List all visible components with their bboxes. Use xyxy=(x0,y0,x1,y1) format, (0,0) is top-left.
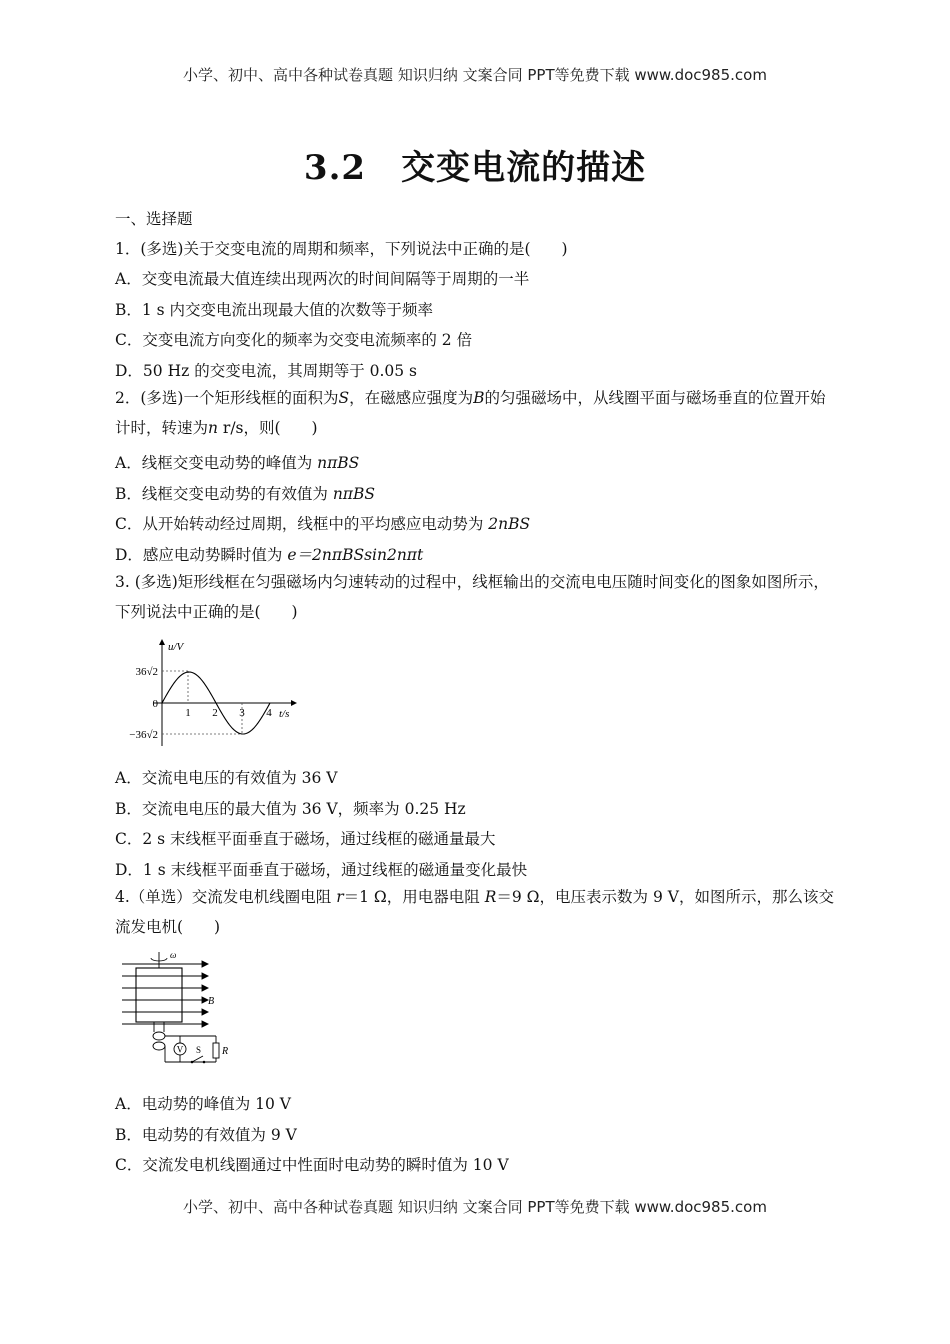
voltage-time-graph xyxy=(118,638,303,750)
x-tick-1: 1 xyxy=(185,707,191,719)
q3-option-b: B．交流电电压的最大值为 36 V，频率为 0.25 Hz xyxy=(115,800,466,818)
x-axis-arrow xyxy=(291,700,297,706)
section-heading: 一、选择题 xyxy=(115,210,193,228)
q2-option-a: A．线框交变电动势的峰值为 nπBS xyxy=(115,454,360,472)
switch-label: S xyxy=(196,1045,202,1055)
omega-label: ω xyxy=(170,950,177,960)
q2-option-b: B．线框交变电动势的有效值为 nπBS xyxy=(115,485,376,503)
q1-option-d: D．50 Hz 的交变电流，其周期等于 0.05 s xyxy=(115,362,418,380)
page-title: 3.2 交变电流的描述 xyxy=(303,148,647,188)
y-axis-arrow xyxy=(159,639,165,645)
q2-option-d: D．感应电动势瞬时值为 e＝2nπBSsin2nπt xyxy=(115,546,424,564)
q4-option-b: B．电动势的有效值为 9 V xyxy=(115,1126,297,1144)
q1-option-a: A．交变电流最大值连续出现两次的时间间隔等于周期的一半 xyxy=(115,270,530,288)
slip-ring-bottom xyxy=(153,1042,165,1050)
q3-option-a: A．交流电电压的有效值为 36 V xyxy=(115,769,338,787)
x-tick-3: 3 xyxy=(239,707,245,719)
field-lines xyxy=(122,961,208,1027)
page-header: 小学、初中、高中各种试卷真题 知识归纳 文案合同 PPT等免费下载 www.doc985.com xyxy=(183,66,767,84)
q3-option-d: D．1 s 末线框平面垂直于磁场，通过线框的磁通量变化最快 xyxy=(115,861,528,879)
q1-stem: 1．(多选)关于交变电流的周期和频率，下列说法中正确的是( ) xyxy=(115,240,568,258)
q1-option-c: C．交变电流方向变化的频率为交变电流频率的 2 倍 xyxy=(115,331,473,349)
y-tick-min: −36√2 xyxy=(129,729,158,741)
voltmeter-label: V xyxy=(176,1044,184,1055)
q3-stem: 3. (多选)矩形线框在匀强磁场内匀速转动的过程中，线框输出的交流电电压随时间变化的图象如图所示，下列说法中正确的是( ) xyxy=(115,573,829,621)
q4-option-c: C．交流发电机线圈通过中性面时电动势的瞬时值为 10 V xyxy=(115,1156,509,1174)
y-tick-max: 36√2 xyxy=(135,666,158,678)
page-footer: 小学、初中、高中各种试卷真题 知识归纳 文案合同 PPT等免费下载 www.doc985.com xyxy=(183,1198,767,1216)
resistor-label: R xyxy=(222,1046,229,1057)
x-axis-label: t/s xyxy=(279,708,290,720)
switch-icon xyxy=(192,1056,203,1062)
q4-option-a: A．电动势的峰值为 10 V xyxy=(115,1095,291,1113)
q1-option-b: B．1 s 内交变电流出现最大值的次数等于频率 xyxy=(115,301,434,319)
q3-option-c: C．2 s 末线框平面垂直于磁场，通过线框的磁通量最大 xyxy=(115,830,496,848)
resistor-icon xyxy=(213,1043,219,1058)
x-tick-2: 2 xyxy=(212,707,218,719)
q2-option-c: C．从开始转动经过周期，线框中的平均感应电动势为 2nBS xyxy=(115,515,531,533)
q4-stem: 4.（单选）交流发电机线圈电阻 r＝1 Ω，用电器电阻 R＝9 Ω，电压表示数为 9 V，如图所示，那么该交流发电机( ) xyxy=(115,888,834,936)
b-field-label: B xyxy=(208,996,215,1007)
y-tick-zero: 0 xyxy=(152,698,158,710)
generator-circuit-diagram xyxy=(118,950,243,1070)
y-axis-label: u/V xyxy=(168,641,184,653)
x-tick-4: 4 xyxy=(266,707,272,719)
slip-ring-top xyxy=(153,1032,165,1040)
q2-stem: 2．(多选)一个矩形线框的面积为S，在磁感应强度为B的匀强磁场中，从线圈平面与磁场垂直的位置开始计时，转速为n r/s，则( ) xyxy=(115,389,826,437)
